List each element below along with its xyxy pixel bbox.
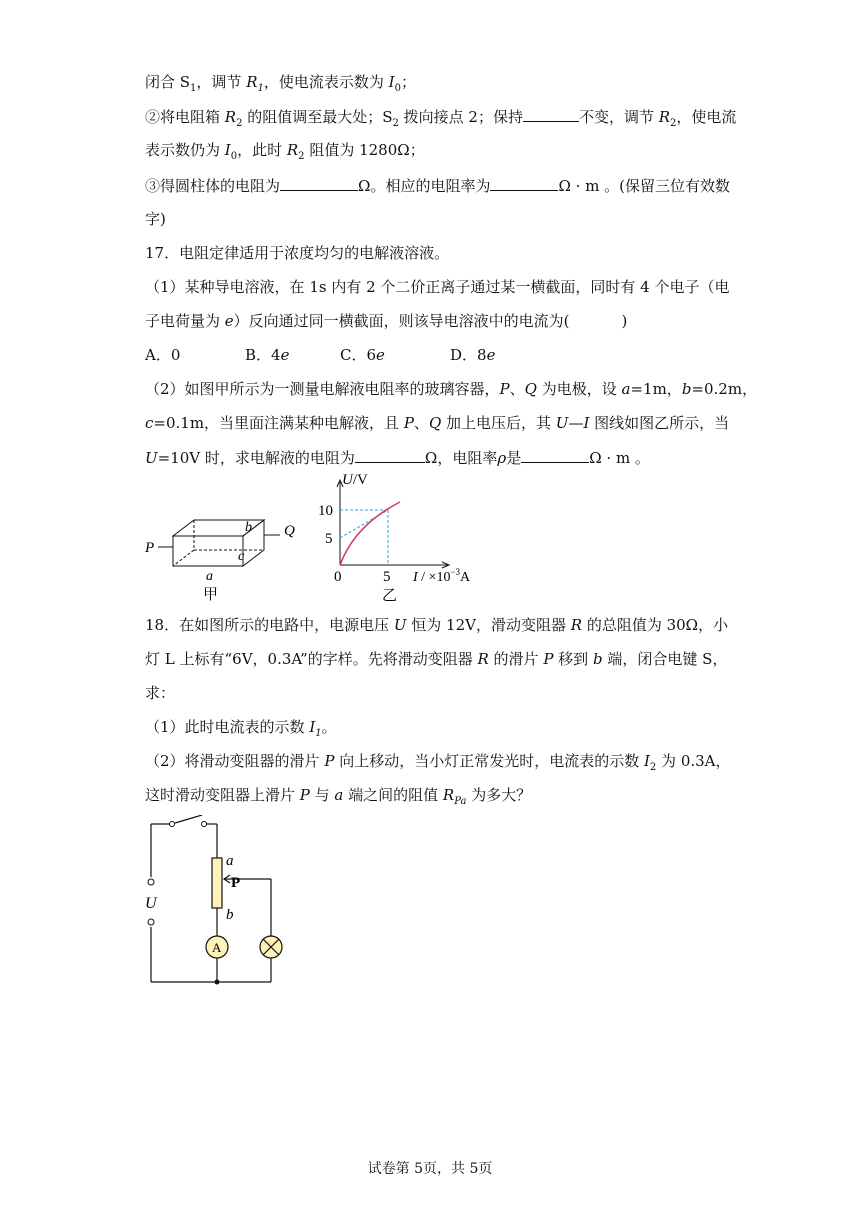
q18-line-3: 求： <box>145 684 176 702</box>
answer-blank[interactable] <box>523 106 579 122</box>
label-u: U <box>145 895 157 912</box>
guide-lines <box>340 510 388 565</box>
option-c[interactable]: C．6e <box>340 346 385 364</box>
terminal-bottom <box>148 919 154 925</box>
q17-part1-line-1: （1）某种导电溶液，在 1s 内有 2 个二价正离子通过某一横截面，同时有 4 个电子（电 <box>145 278 730 296</box>
option-d[interactable]: D．8e <box>450 346 496 364</box>
label-a: a <box>206 569 213 584</box>
switch-blade <box>175 815 202 823</box>
q18-line-2: 灯 L 上标有“6V，0.3A”的字样。先将滑动变阻器 R 的滑片 P 移到 b 端，闭合电键 S， <box>145 650 728 668</box>
label-q: Q <box>284 523 295 539</box>
label-a: a <box>226 853 234 869</box>
q18-part1: （1）此时电流表的示数 $I_1$。 <box>145 718 337 739</box>
q16-line-3: 表示数仍为 $I_0$，此时 $R_2$ 阻值为 1280Ω； <box>145 141 425 162</box>
answer-blank[interactable] <box>280 175 358 191</box>
q17-part2-line-3: U=10V 时，求电解液的电阻为 Ω，电阻率ρ是 Ω · m 。 <box>145 449 650 467</box>
label-p: P <box>145 540 155 556</box>
y-tick-5: 5 <box>325 531 333 547</box>
x-axis-label: $I / \times 10^{-3}A$ <box>413 567 471 585</box>
q18-line-1: 18．在如图所示的电路中，电源电压 U 恒为 12V，滑动变阻器 R 的总阻值为 30Ω，小 <box>145 616 729 634</box>
ammeter-label: A <box>212 940 222 955</box>
q16-line-4: ③得圆柱体的电阻为 Ω。相应的电阻率为 Ω · m 。(保留三位有效数 <box>145 177 731 195</box>
answer-blank[interactable] <box>521 447 589 463</box>
junction-dot <box>215 980 220 985</box>
answer-blank[interactable] <box>490 175 558 191</box>
x-tick-5: 5 <box>383 569 391 585</box>
answer-blank[interactable] <box>355 447 425 463</box>
label-b: b <box>226 907 234 923</box>
figure-jia-container <box>140 508 315 603</box>
figure-caption-jia: 甲 <box>203 587 219 603</box>
label-p: P <box>231 875 241 891</box>
origin-label: 0 <box>334 569 342 585</box>
ui-curve <box>340 502 400 565</box>
figure-q18-circuit <box>140 815 310 995</box>
page-footer: 试卷第 5页，共 5页 <box>367 1161 493 1177</box>
terminal-top <box>148 879 154 885</box>
switch-contact-left <box>170 822 175 827</box>
q17-part2-line-2: c=0.1m，当里面注满某种电解液，且 P、Q 加上电压后，其 U—I 图线如图乙所示，当 <box>145 414 730 432</box>
q17-options <box>145 345 495 365</box>
q17-part1-line-2: 子电荷量为 e）反向通过同一横截面，则该导电溶液中的电流为( ) <box>145 312 628 330</box>
label-c: c <box>238 549 245 564</box>
option-a[interactable]: A．0 <box>145 346 181 364</box>
y-tick-10: 10 <box>318 503 333 519</box>
q18-part2-line-2: 这时滑动变阻器上滑片 P 与 a 端之间的阻值 $R_{Pa}$ 为多大？ <box>145 786 532 807</box>
label-b: b <box>245 520 252 535</box>
figure-caption-yi: 乙 <box>382 588 398 604</box>
y-axis-label: U/V <box>342 472 368 488</box>
q16-line-1: 闭合 $S_1$，调节 $R_1$，使电流表示数为 $I_0$； <box>145 73 416 94</box>
q18-part2-line-1: （2）将滑动变阻器的滑片 P 向上移动，当小灯正常发光时，电流表的示数 $I_2$ 为 0.3A， <box>145 752 731 773</box>
figure-yi-ui-graph <box>310 470 485 610</box>
q16-line-2: ②将电阻箱 $R_2$ 的阻值调至最大处；$S_2$ 拨向接点 2；保持 不变，调节 $R_2$，使电流 <box>145 108 737 129</box>
q17-part2-line-1: （2）如图甲所示为一测量电解液电阻率的玻璃容器，P、Q 为电极，设 a=1m，b=0.2m， <box>145 380 758 398</box>
switch-contact-right <box>202 822 207 827</box>
container-front-face <box>173 536 243 566</box>
q16-line-5: 字) <box>145 210 166 228</box>
q17-title: 17．电阻定律适用于浓度均匀的电解液溶液。 <box>145 244 450 262</box>
option-b[interactable]: B．4e <box>245 346 290 364</box>
rheostat <box>212 858 222 908</box>
